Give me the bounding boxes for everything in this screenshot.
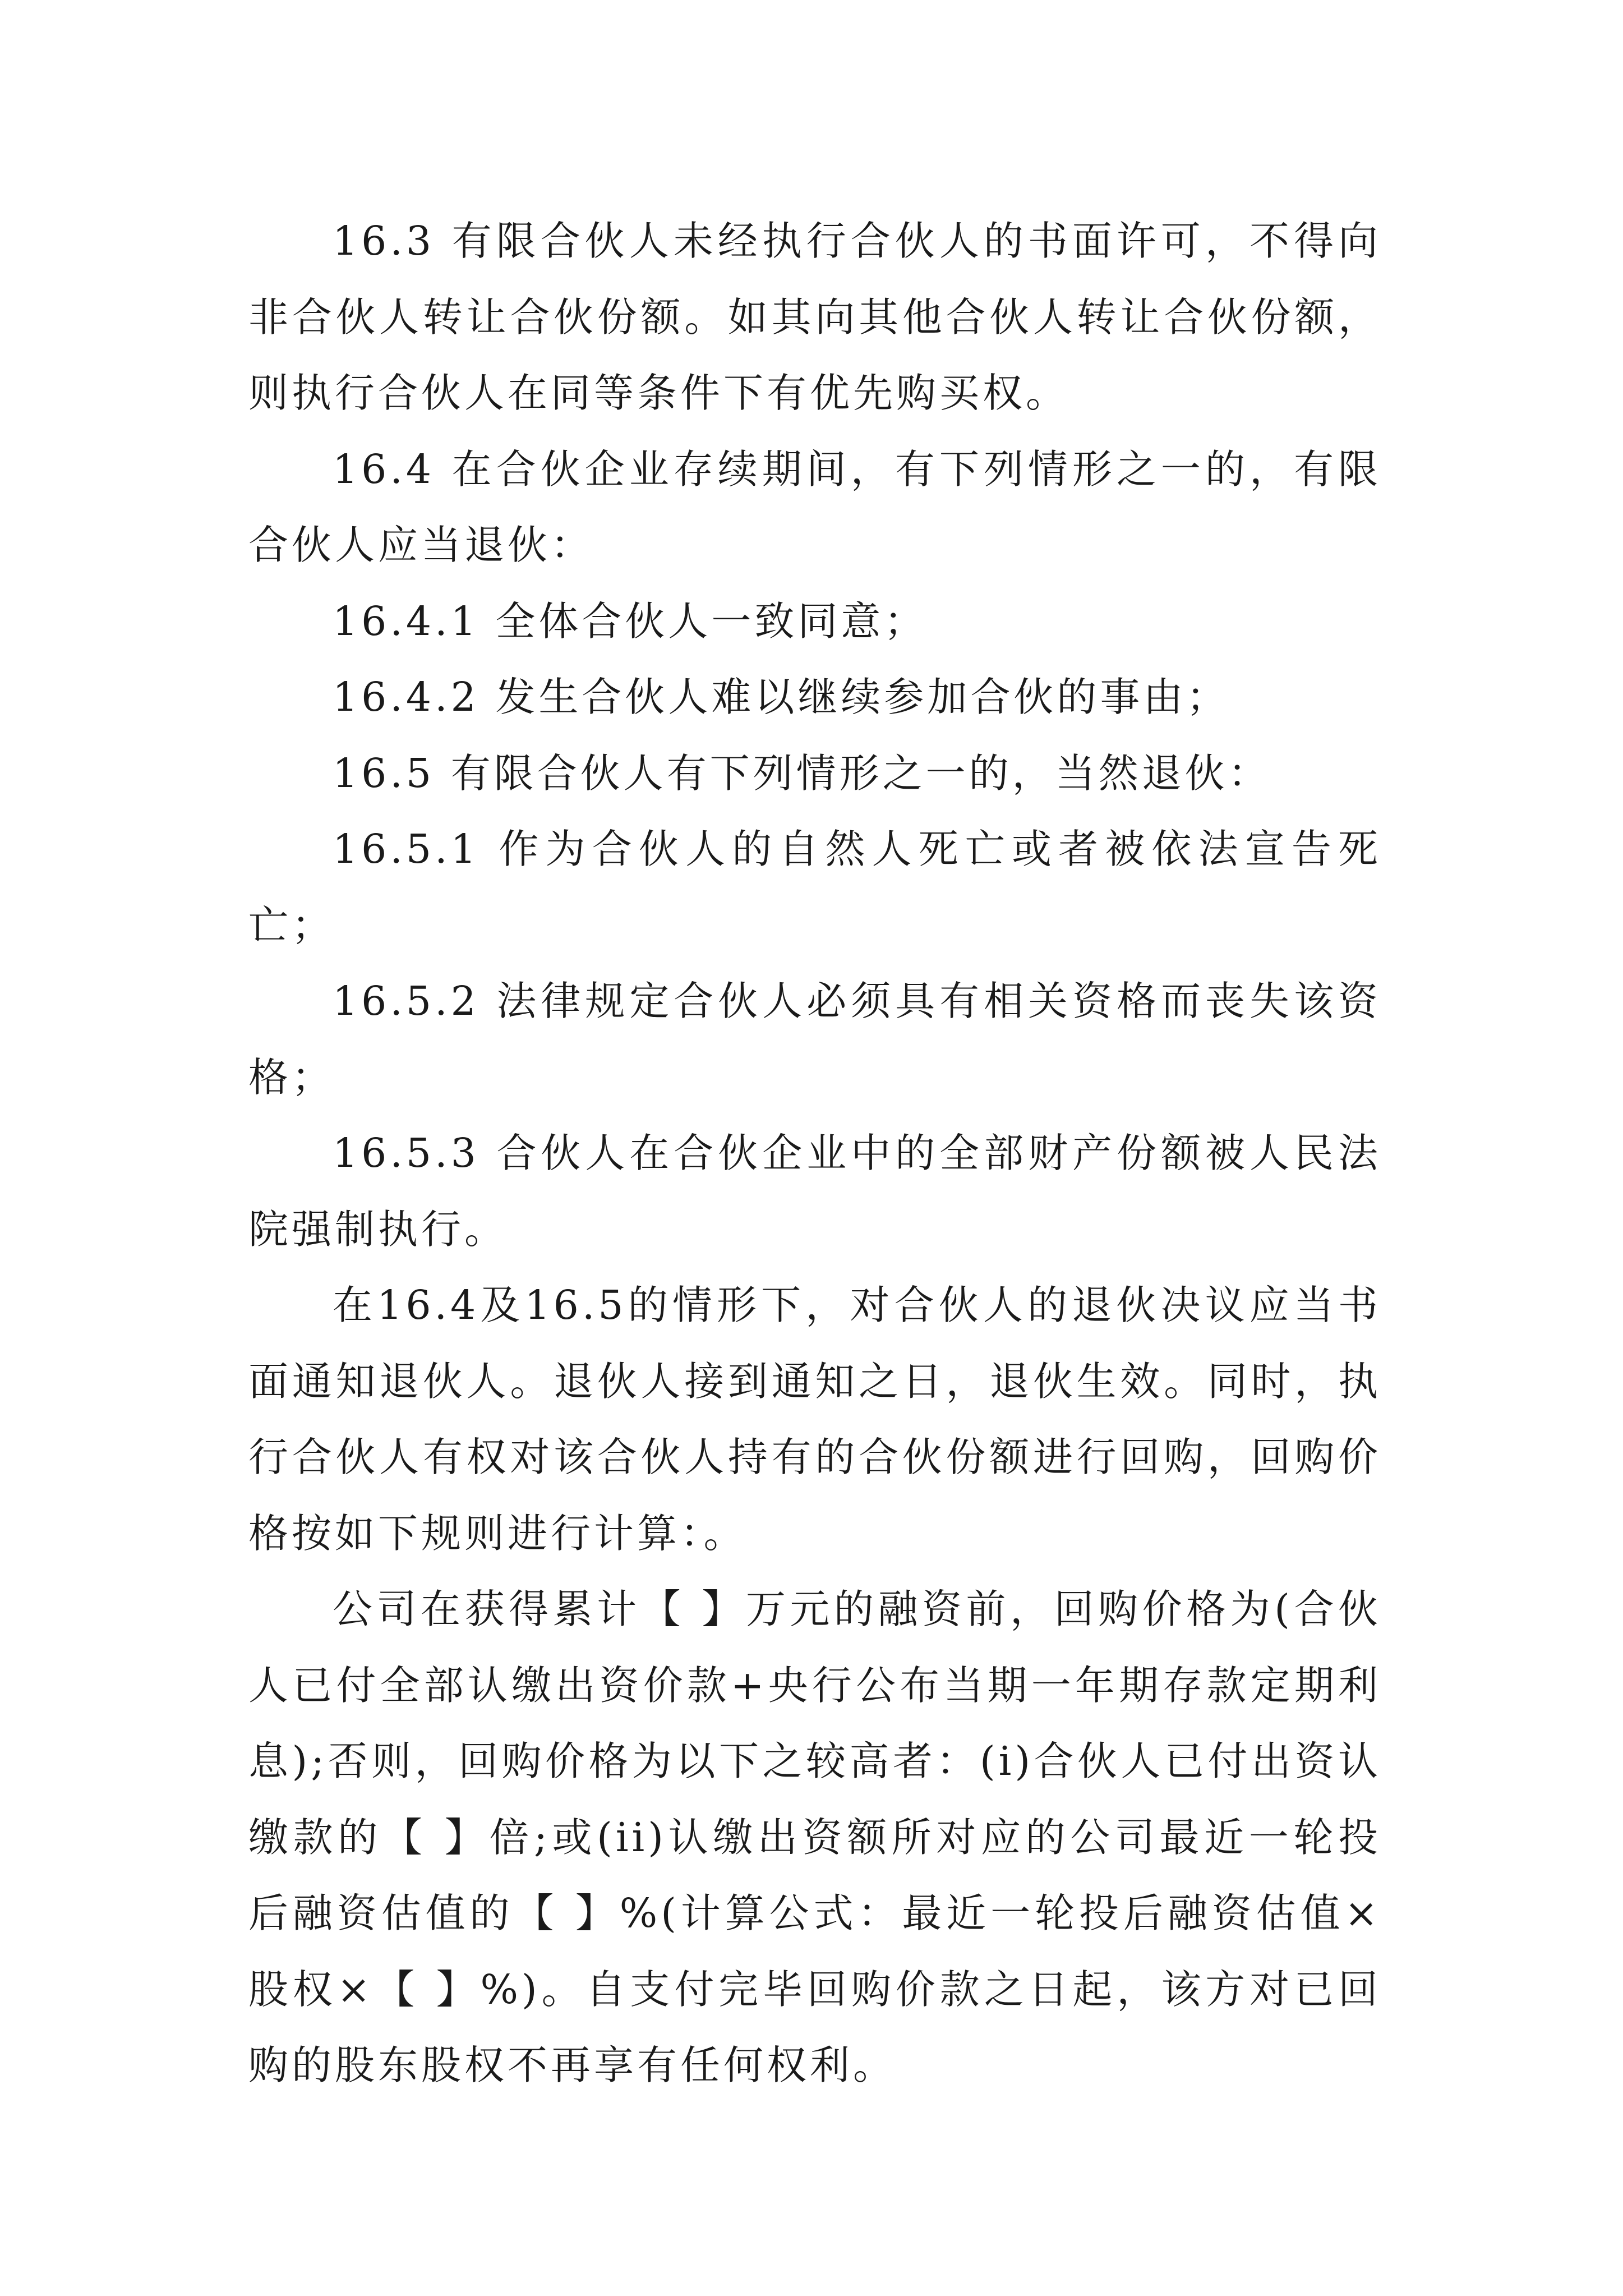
clause-16-4-1: 16.4.1 全体合伙人一致同意； [333, 597, 928, 645]
clause-16-5-3: 16.5.3 合伙人在合伙企业中的全部财产份额被人民法院强制执行。 [248, 1130, 1381, 1253]
clause-16-3: 16.3 有限合伙人未经执行合伙人的书面许可，不得向非合伙人转让合伙份额。如其向其他合伙人转让合伙份额，则执行合伙人在同等条件下有优先购买权。 [248, 218, 1381, 416]
withdrawal-notice-paragraph: 在16.4及16.5的情形下，对合伙人的退伙决议应当书面通知退伙人。退伙人接到通知之日，退伙生效。同时，执行合伙人有权对该合伙人持有的合伙份额进行回购，回购价格按如下规则进行计算：。 [248, 1282, 1381, 1557]
repurchase-price-paragraph: 公司在获得累计【 】万元的融资前，回购价格为(合伙人已付全部认缴出资价款+央行公布当期一年期存款定期利息);否则，回购价格为以下之较高者：(i)合伙人已付出资认缴款的【 】倍;或(ii)认缴出资额所对应的公司最近一轮投后融资估值的【 】%(计算公式：最近一轮投后融资估值×股权×【 】%)。自支付完毕回购价款之日起，该方对已回购的股东股权不再享有任何权利。 [248, 1586, 1381, 2088]
document-body [248, 203, 1381, 2104]
clause-16-5-1: 16.5.1 作为合伙人的自然人死亡或者被依法宣告死亡； [248, 826, 1381, 949]
clause-16-5: 16.5 有限合伙人有下列情形之一的，当然退伙： [333, 749, 1271, 797]
clause-16-4: 16.4 在合伙企业存续期间，有下列情形之一的，有限合伙人应当退伙： [248, 445, 1381, 568]
clause-16-5-2: 16.5.2 法律规定合伙人必须具有相关资格而丧失该资格； [248, 978, 1381, 1101]
clause-16-4-2: 16.4.2 发生合伙人难以继续参加合伙的事由； [333, 674, 1230, 720]
